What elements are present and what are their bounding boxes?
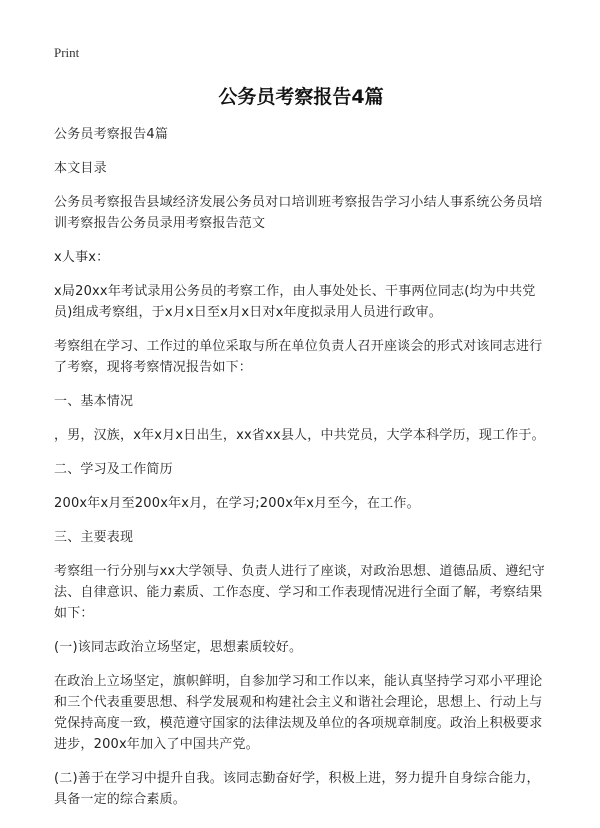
section-heading-resume: 二、学习及工作简历	[54, 462, 173, 477]
salutation: x人事x：	[54, 250, 110, 265]
document-title: 公务员考察报告4篇	[218, 86, 384, 108]
body-paragraph: x局20xx年考试录用公务员的考察工作，由人事处处长、干事两位同志(均为中共党员)组成考察组，于x月x日至x月x日对x年度拟录用人员进行政审。	[54, 284, 536, 320]
section-heading-basic-info: 一、基本情况	[54, 394, 134, 409]
body-paragraph: ，男，汉族，x年x月x日出生，xx省xx县人，中共党员，大学本科学历，现工作于。	[54, 428, 545, 443]
body-paragraph: 考察组一行分别与xx大学领导、负责人进行了座谈，对政治思想、道德品质、遵纪守法、自律意识、能力素质、工作态度、学习和工作表现情况进行全面了解，考察结果如下：	[54, 564, 545, 621]
body-paragraph: 200x年x月至200x年x月，在学习;200x年x月至今，在工作。	[54, 496, 420, 511]
print-label: Print	[54, 45, 80, 60]
subtitle-paragraph: 公务员考察报告4篇	[54, 127, 169, 142]
body-paragraph: 考察组在学习、工作过的单位采取与所在单位负责人召开座谈会的形式对该同志进行了考察，现将考察情况报告如下：	[54, 339, 543, 375]
section-heading-performance: 三、主要表现	[54, 530, 134, 545]
body-paragraph: (二)善于在学习中提升自我。该同志勤奋好学，积极上进，努力提升自身综合能力，具备一定的综合素质。	[54, 771, 540, 807]
subsection-heading: (一)该同志政治立场坚定，思想素质较好。	[54, 640, 303, 655]
toc-heading: 本文目录	[54, 161, 107, 176]
toc-list: 公务员考察报告县域经济发展公务员对口培训班考察报告学习小结人事系统公务员培训考察报告公务员录用考察报告范文	[54, 195, 543, 231]
body-paragraph: 在政治上立场坚定，旗帜鲜明，自参加学习和工作以来，能认真坚持学习邓小平理论和三个代表重要思想、科学发展观和构建社会主义和谐社会理论，思想上、行动上与党保持高度一致，模范遵守国家的法律法规及单位的各项规章制度。政治上积极要求进步，200x年加入了中国共产党。	[54, 674, 543, 752]
